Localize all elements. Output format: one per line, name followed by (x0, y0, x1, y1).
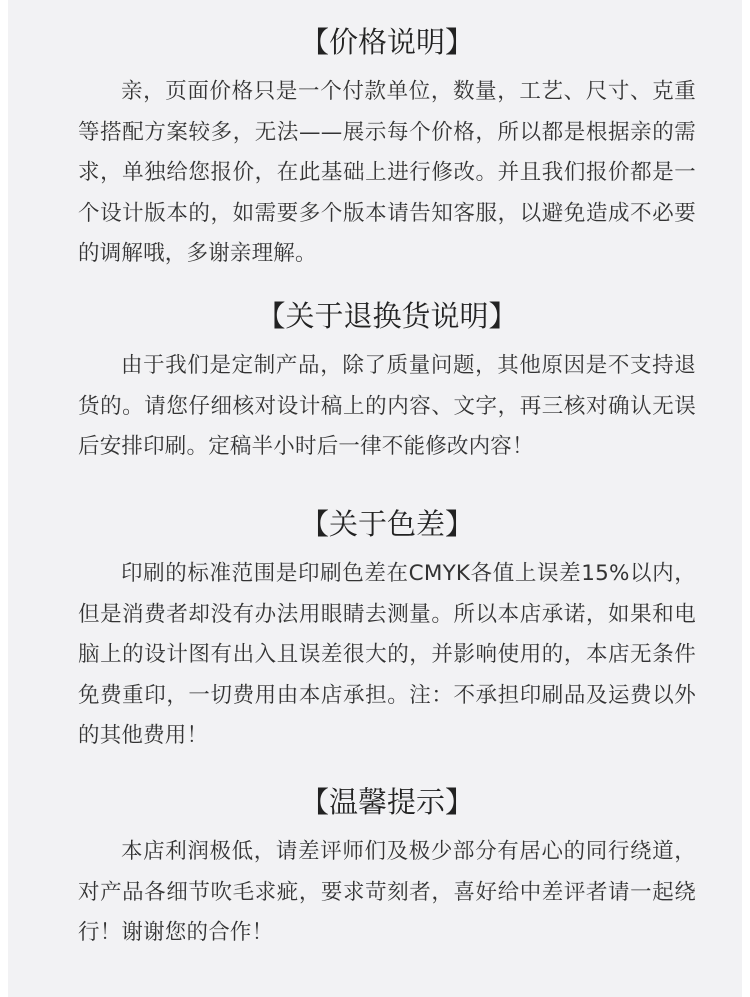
content-panel (8, 0, 742, 997)
price-description: 亲，页面价格只是一个付款单位，数量，工艺、尺寸、克重等搭配方案较多，无法——展示每个价格，所以都是根据亲的需求，单独给您报价，在此基础上进行修改。并且我们报价都是一个设计版本的，如需要多个版本请告知客服，以避免造成不必要的调解哦，多谢亲理解。 (78, 79, 696, 266)
color-difference-description: 印刷的标准范围是印刷色差在CMYK各值上误差15%以内，但是消费者却没有办法用眼睛去测量。所以本店承诺，如果和电脑上的设计图有出入且误差很大的，并影响使用的，本店无条件免费重印，一切费用由本店承担。注：不承担印刷品及运费以外的其他费用！ (78, 561, 696, 748)
return-policy-section (78, 296, 696, 468)
color-difference-heading: 【关于色差】 (299, 507, 474, 541)
return-policy-description: 由于我们是定制产品，除了质量问题，其他原因是不支持退货的。请您仔细核对设计稿上的内容、文字，再三核对确认无误后安排印刷。定稿半小时后一律不能修改内容！ (78, 353, 696, 459)
return-policy-heading: 【关于退换货说明】 (256, 299, 518, 333)
price-heading: 【价格说明】 (299, 25, 474, 59)
tips-heading: 【温馨提示】 (299, 785, 474, 819)
tips-section (78, 782, 696, 954)
price-section (78, 22, 696, 275)
tips-description: 本店利润极低，请差评师们及极少部分有居心的同行绕道，对产品各细节吹毛求疵，要求苛刻者，喜好给中差评者请一起绕行！谢谢您的合作！ (78, 839, 696, 945)
color-difference-section (78, 504, 696, 757)
